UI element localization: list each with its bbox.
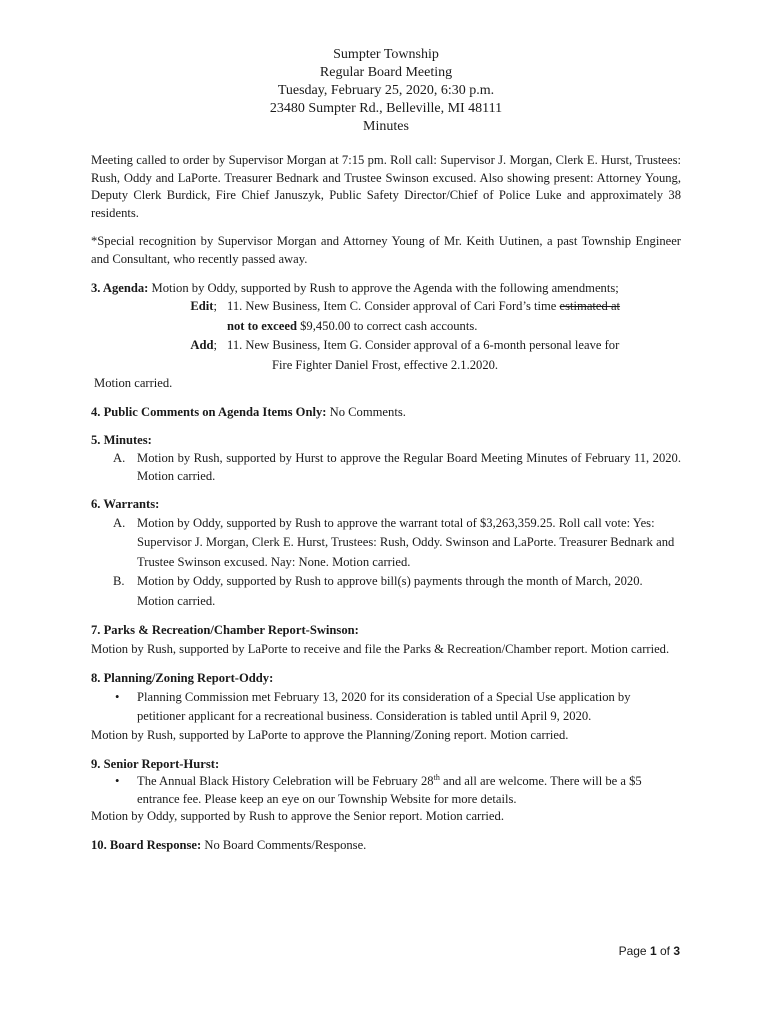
document-header	[91, 46, 681, 136]
section-agenda	[91, 280, 681, 393]
meeting-date: Tuesday, February 25, 2020, 6:30 p.m.	[277, 83, 495, 98]
list-item-text: The Annual Black History Celebration will be February 28	[137, 774, 434, 789]
ordinal-suffix: th	[433, 772, 440, 782]
list-item	[91, 514, 681, 573]
bullet-icon: •	[115, 774, 120, 789]
section-title: 3. Agenda:	[91, 280, 149, 295]
current-page: 1	[649, 944, 657, 958]
amendment-edit-continued	[91, 317, 681, 337]
document-title: Minutes	[363, 119, 409, 134]
agenda-motion: Motion by Oddy, supported by Rush to approve the Agenda with the following amendments;	[148, 280, 619, 295]
list-marker: A.	[113, 450, 126, 465]
list-item	[91, 450, 681, 485]
list-item-text: Motion by Rush, supported by Hurst to approve the Regular Board Meeting Minutes of February 11, 2020. Motion carried.	[137, 450, 681, 483]
meeting-type: Regular Board Meeting	[319, 65, 453, 80]
document-page	[91, 46, 681, 854]
amendment-text: 11. New Business, Item G. Consider approval of a 6-month personal leave for	[227, 338, 620, 353]
meeting-address: 23480 Sumpter Rd., Belleville, MI 48111	[269, 101, 503, 116]
section-title: 8. Planning/Zoning Report-Oddy:	[91, 671, 274, 686]
special-recognition: *Special recognition by Supervisor Morgan and Attorney Young of Mr. Keith Uutinen, a past Township Engineer and Consultant, who recently passed away.	[91, 234, 681, 266]
list-item-text: Planning Commission met February 13, 2020 for its consideration of a Special Use application by petitioner applicant for a recreational business. Consideration is tabled until April 9, 2020.	[137, 689, 631, 724]
bullet-icon: •	[115, 689, 120, 704]
section-text: No Board Comments/Response.	[201, 837, 367, 852]
inserted-text: not to exceed	[227, 318, 297, 333]
section-warrants	[91, 496, 681, 611]
section-public-comments	[91, 404, 681, 422]
list-item-text: Motion by Oddy, supported by Rush to approve the warrant total of $3,263,359.25. Roll call vote: Yes: Supervisor J. Morgan, Clerk E. Hurst, Trustees: Rush, Oddy. Swinson and LaPorte. Treasurer Bednark and Trustee Swinson excused. Nay: None. Motion carried.	[137, 515, 675, 569]
section-text: No Comments.	[326, 404, 406, 419]
list-item-text: Motion by Oddy, supported by Rush to approve bill(s) payments through the month of March, 2020. Motion carried.	[137, 574, 643, 608]
section-senior	[91, 756, 681, 826]
page-of: of	[656, 944, 674, 958]
list-item-text: and all are welcome. There will be a $5 entrance fee. Please keep an eye on our Township Website for more details.	[137, 774, 642, 806]
list-marker: A.	[113, 515, 126, 530]
struck-text: estimated at	[559, 299, 621, 314]
motion-carried: Motion carried.	[94, 376, 173, 391]
section-motion: Motion by Rush, supported by LaPorte to approve the Planning/Zoning report. Motion carried.	[91, 727, 569, 742]
section-title: 6. Warrants:	[91, 497, 160, 512]
section-title: 7. Parks & Recreation/Chamber Report-Swinson:	[91, 623, 359, 638]
amendment-add-continued: Fire Fighter Daniel Frost, effective 2.1.2020.	[272, 357, 499, 372]
amendment-separator: ;	[213, 338, 217, 353]
section-title: 9. Senior Report-Hurst:	[91, 756, 220, 771]
list-item	[91, 773, 681, 808]
amendment-label: Edit	[190, 299, 214, 314]
section-parks	[91, 622, 681, 659]
amendment-separator: ;	[213, 299, 217, 314]
page-label: Page	[618, 944, 650, 958]
section-title: 10. Board Response:	[91, 837, 202, 852]
amendment-label: Add	[190, 338, 214, 353]
section-planning	[91, 670, 681, 744]
list-item	[91, 572, 681, 611]
list-item	[91, 688, 681, 727]
amendment-text: $9,450.00 to correct cash accounts.	[296, 318, 478, 333]
amendment-add	[91, 336, 681, 356]
total-pages: 3	[673, 944, 680, 958]
section-title: 5. Minutes:	[91, 433, 152, 448]
call-to-order: Meeting called to order by Supervisor Morgan at 7:15 pm. Roll call: Supervisor J. Morgan, Clerk E. Hurst, Trustees: Rush, Oddy and LaPorte. Treasurer Bednark and Trustee Swinson excused. Also showing present: Attorney Young, Deputy Clerk Burdick, Fire Chief Januszyk, Public Safety Director/Chief of Police Luke and approximately 38 residents.	[91, 153, 681, 220]
page-number	[619, 944, 680, 958]
amendment-text: 11. New Business, Item C. Consider approval of Cari Ford’s time	[227, 299, 560, 314]
list-marker: B.	[113, 574, 125, 589]
agenda-amendments	[91, 297, 681, 375]
township-name: Sumpter Township	[333, 47, 439, 62]
section-title: 4. Public Comments on Agenda Items Only:	[91, 404, 327, 419]
amendment-edit	[91, 297, 681, 317]
section-text: Motion by Rush, supported by LaPorte to receive and file the Parks & Recreation/Chamber report. Motion carried.	[91, 641, 670, 656]
section-minutes	[91, 432, 681, 485]
section-motion: Motion by Oddy, supported by Rush to approve the Senior report. Motion carried.	[91, 809, 504, 824]
section-board-response	[91, 837, 681, 855]
